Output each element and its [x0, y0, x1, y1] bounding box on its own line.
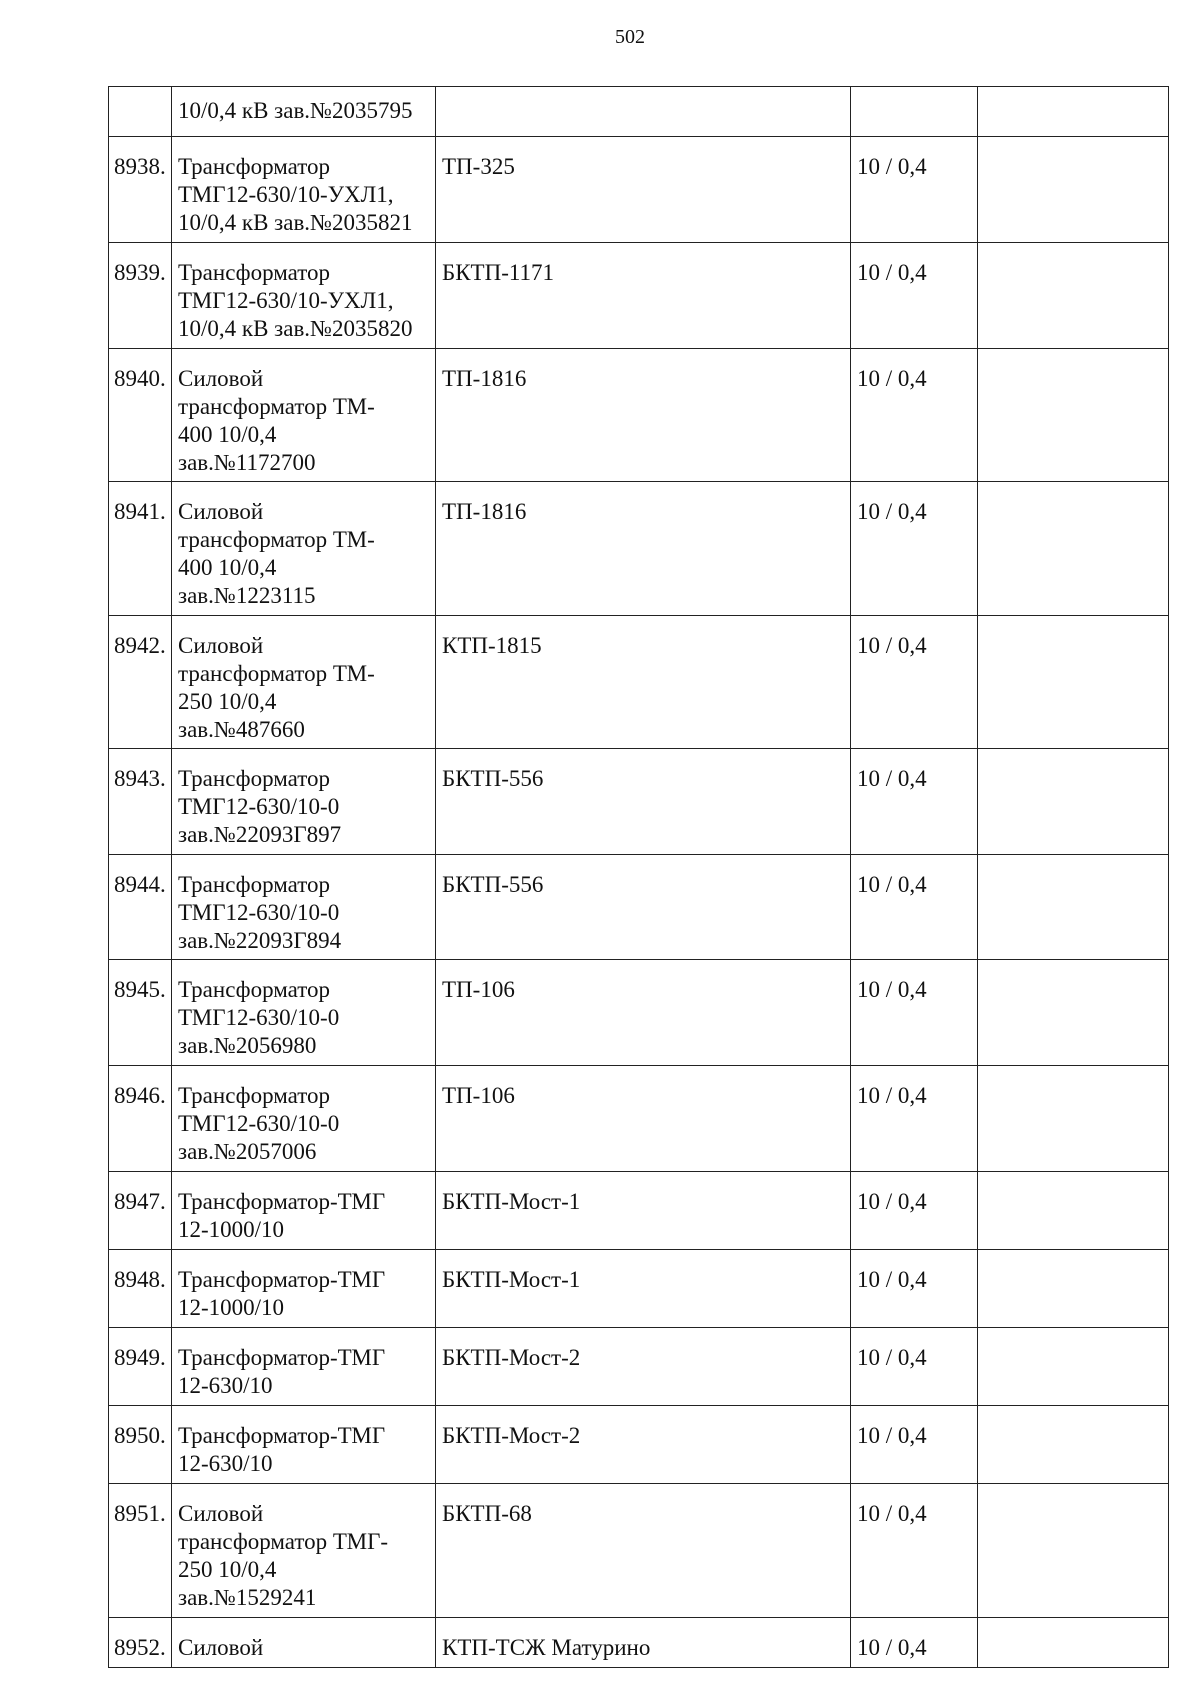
extra-cell: [978, 1328, 1169, 1406]
equipment-name-cell: Силовой трансформатор ТМ- 250 10/0,4 зав.№487660: [172, 616, 436, 749]
table-row: [109, 482, 1169, 616]
extra-cell: [978, 749, 1169, 855]
table-row: [109, 349, 1169, 482]
row-number-cell: 8947.: [109, 1172, 172, 1250]
voltage-cell: 10 / 0,4: [851, 137, 978, 243]
table-row: [109, 1328, 1169, 1406]
row-number-cell: 8940.: [109, 349, 172, 482]
equipment-name-cell: Трансформатор ТМГ12-630/10-0 зав.№22093Г894: [172, 855, 436, 960]
location-cell: БКТП-1171: [436, 243, 851, 349]
voltage-cell: 10 / 0,4: [851, 616, 978, 749]
location-cell: ТП-1816: [436, 349, 851, 482]
equipment-name-cell: Силовой трансформатор ТМГ- 250 10/0,4 зав.№1529241: [172, 1484, 436, 1618]
row-number-cell: 8939.: [109, 243, 172, 349]
voltage-cell: 10 / 0,4: [851, 1484, 978, 1618]
location-cell: ТП-1816: [436, 482, 851, 616]
equipment-name-cell: Трансформатор ТМГ12-630/10-0 зав.№2057006: [172, 1066, 436, 1172]
table-row: [109, 1250, 1169, 1328]
equipment-name-cell: Силовой трансформатор ТМ- 400 10/0,4 зав.№1223115: [172, 482, 436, 616]
table-row: [109, 243, 1169, 349]
row-number-cell: 8951.: [109, 1484, 172, 1618]
voltage-cell: 10 / 0,4: [851, 1066, 978, 1172]
voltage-cell: 10 / 0,4: [851, 349, 978, 482]
location-cell: БКТП-Мост-1: [436, 1172, 851, 1250]
location-cell: БКТП-Мост-2: [436, 1406, 851, 1484]
equipment-name-cell: Трансформатор-ТМГ 12-1000/10: [172, 1172, 436, 1250]
voltage-cell: 10 / 0,4: [851, 749, 978, 855]
row-number-cell: 8946.: [109, 1066, 172, 1172]
voltage-cell: 10 / 0,4: [851, 1172, 978, 1250]
table-row: [109, 749, 1169, 855]
table-row: [109, 137, 1169, 243]
voltage-cell: 10 / 0,4: [851, 1618, 978, 1668]
voltage-cell: 10 / 0,4: [851, 1250, 978, 1328]
location-cell: ТП-106: [436, 1066, 851, 1172]
location-cell: БКТП-68: [436, 1484, 851, 1618]
extra-cell: [978, 616, 1169, 749]
row-number-cell: 8942.: [109, 616, 172, 749]
extra-cell: [978, 1250, 1169, 1328]
extra-cell: [978, 137, 1169, 243]
extra-cell: [978, 1172, 1169, 1250]
location-cell: [436, 87, 851, 137]
location-cell: КТП-ТСЖ Матурино: [436, 1618, 851, 1668]
extra-cell: [978, 960, 1169, 1066]
row-number-cell: 8952.: [109, 1618, 172, 1668]
table-row: [109, 855, 1169, 960]
table-row: [109, 1172, 1169, 1250]
table-row: [109, 1066, 1169, 1172]
extra-cell: [978, 1618, 1169, 1668]
equipment-name-cell: Трансформатор ТМГ12-630/10-УХЛ1, 10/0,4 кВ зав.№2035820: [172, 243, 436, 349]
extra-cell: [978, 1066, 1169, 1172]
voltage-cell: 10 / 0,4: [851, 482, 978, 616]
extra-cell: [978, 349, 1169, 482]
extra-cell: [978, 1484, 1169, 1618]
row-number-cell: 8941.: [109, 482, 172, 616]
location-cell: ТП-106: [436, 960, 851, 1066]
equipment-name-cell: 10/0,4 кВ зав.№2035795: [172, 87, 436, 137]
equipment-name-cell: Трансформатор ТМГ12-630/10-УХЛ1, 10/0,4 кВ зав.№2035821: [172, 137, 436, 243]
extra-cell: [978, 87, 1169, 137]
equipment-name-cell: Трансформатор ТМГ12-630/10-0 зав.№22093Г897: [172, 749, 436, 855]
table-row: [109, 960, 1169, 1066]
extra-cell: [978, 1406, 1169, 1484]
voltage-cell: 10 / 0,4: [851, 243, 978, 349]
row-number-cell: 8950.: [109, 1406, 172, 1484]
extra-cell: [978, 243, 1169, 349]
extra-cell: [978, 855, 1169, 960]
row-number-cell: [109, 87, 172, 137]
voltage-cell: 10 / 0,4: [851, 960, 978, 1066]
equipment-table-body: [109, 87, 1169, 1668]
location-cell: КТП-1815: [436, 616, 851, 749]
table-row: [109, 1618, 1169, 1668]
voltage-cell: 10 / 0,4: [851, 1406, 978, 1484]
equipment-name-cell: Силовой трансформатор ТМ- 400 10/0,4 зав.№1172700: [172, 349, 436, 482]
table-row: [109, 87, 1169, 137]
voltage-cell: 10 / 0,4: [851, 1328, 978, 1406]
row-number-cell: 8943.: [109, 749, 172, 855]
location-cell: БКТП-Мост-1: [436, 1250, 851, 1328]
row-number-cell: 8949.: [109, 1328, 172, 1406]
row-number-cell: 8948.: [109, 1250, 172, 1328]
table-row: [109, 616, 1169, 749]
voltage-cell: 10 / 0,4: [851, 855, 978, 960]
page-number: 502: [615, 26, 645, 48]
voltage-cell: [851, 87, 978, 137]
location-cell: БКТП-556: [436, 749, 851, 855]
equipment-table: [108, 86, 1169, 1668]
row-number-cell: 8944.: [109, 855, 172, 960]
equipment-name-cell: Трансформатор ТМГ12-630/10-0 зав.№2056980: [172, 960, 436, 1066]
equipment-name-cell: Трансформатор-ТМГ 12-630/10: [172, 1406, 436, 1484]
table-row: [109, 1406, 1169, 1484]
row-number-cell: 8938.: [109, 137, 172, 243]
location-cell: БКТП-556: [436, 855, 851, 960]
location-cell: ТП-325: [436, 137, 851, 243]
equipment-name-cell: Силовой: [172, 1618, 436, 1668]
table-row: [109, 1484, 1169, 1618]
extra-cell: [978, 482, 1169, 616]
equipment-name-cell: Трансформатор-ТМГ 12-630/10: [172, 1328, 436, 1406]
location-cell: БКТП-Мост-2: [436, 1328, 851, 1406]
row-number-cell: 8945.: [109, 960, 172, 1066]
equipment-name-cell: Трансформатор-ТМГ 12-1000/10: [172, 1250, 436, 1328]
